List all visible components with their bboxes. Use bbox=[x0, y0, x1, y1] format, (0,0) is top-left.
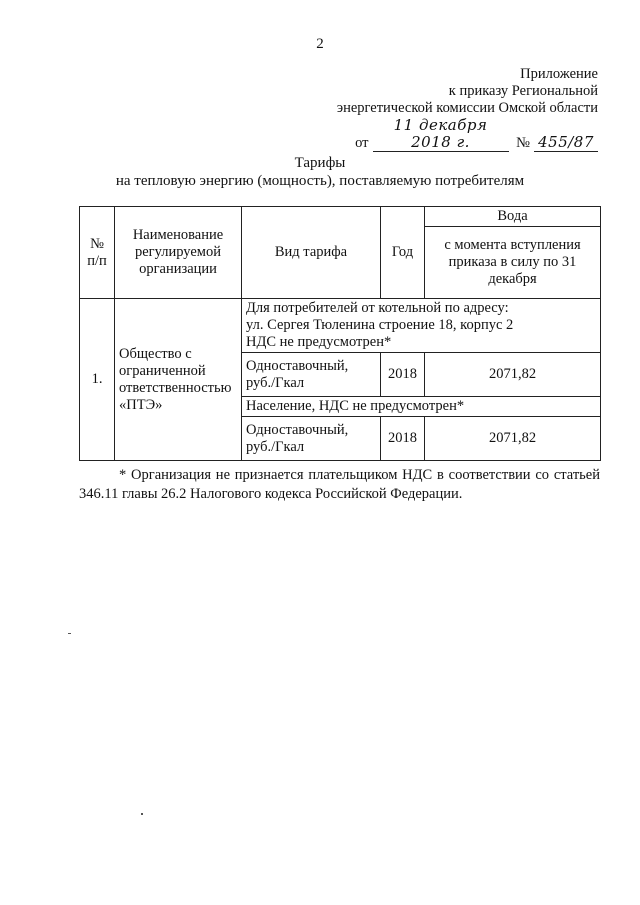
scan-speck bbox=[68, 633, 71, 634]
date-prefix: от bbox=[355, 135, 369, 151]
appendix-line-2: к приказу Региональной bbox=[448, 83, 598, 99]
group1-description bbox=[242, 299, 601, 353]
header-tariff-type: Вид тарифа bbox=[242, 207, 381, 299]
group1-line-3: НДС не предусмотрен* bbox=[246, 334, 392, 350]
number-prefix: № bbox=[516, 135, 530, 151]
scan-speck bbox=[141, 813, 143, 815]
header-period: с момента вступления приказа в силу по 31 декабря bbox=[425, 227, 601, 299]
handwritten-date: 11 декабря 2018 г. bbox=[373, 117, 509, 152]
organization-name: Общество с ограниченной ответственностью «ПТЭ» bbox=[115, 299, 242, 461]
header-water: Вода bbox=[425, 207, 601, 227]
group1-tariff-type: Одноставочный, руб./Гкал bbox=[242, 353, 381, 397]
appendix-date-line bbox=[337, 117, 598, 152]
appendix-header bbox=[337, 66, 598, 152]
row-number: 1. bbox=[80, 299, 115, 461]
header-year: Год bbox=[381, 207, 425, 299]
group2-value: 2071,82 bbox=[425, 417, 601, 461]
appendix-line-1: Приложение bbox=[520, 66, 598, 82]
document-title bbox=[0, 154, 640, 190]
group1-line-1: Для потребителей от котельной по адресу: bbox=[246, 300, 509, 316]
appendix-line-3: энергетической комиссии Омской области bbox=[336, 100, 598, 116]
group1-value: 2071,82 bbox=[425, 353, 601, 397]
title-line-2: на тепловую энергию (мощность), поставляемую потребителям bbox=[115, 173, 525, 189]
header-num: № п/п bbox=[80, 207, 115, 299]
title-line-1: Тарифы bbox=[294, 155, 346, 171]
tariff-table bbox=[79, 206, 601, 461]
group2-description: Население, НДС не предусмотрен* bbox=[242, 397, 601, 417]
group1-year: 2018 bbox=[381, 353, 425, 397]
group2-year: 2018 bbox=[381, 417, 425, 461]
group1-line-2: ул. Сергея Тюленина строение 18, корпус 2 bbox=[246, 317, 514, 333]
group2-tariff-type: Одноставочный, руб./Гкал bbox=[242, 417, 381, 461]
header-org: Наименование регулируемой организации bbox=[115, 207, 242, 299]
footnote: * Организация не признается плательщиком НДС в соответствии со статьей 346.11 главы 26.2 Налогового кодекса Российской Федерации. bbox=[79, 467, 600, 502]
handwritten-order-number: 455/87 bbox=[534, 134, 598, 152]
page-number: 2 bbox=[316, 36, 324, 52]
